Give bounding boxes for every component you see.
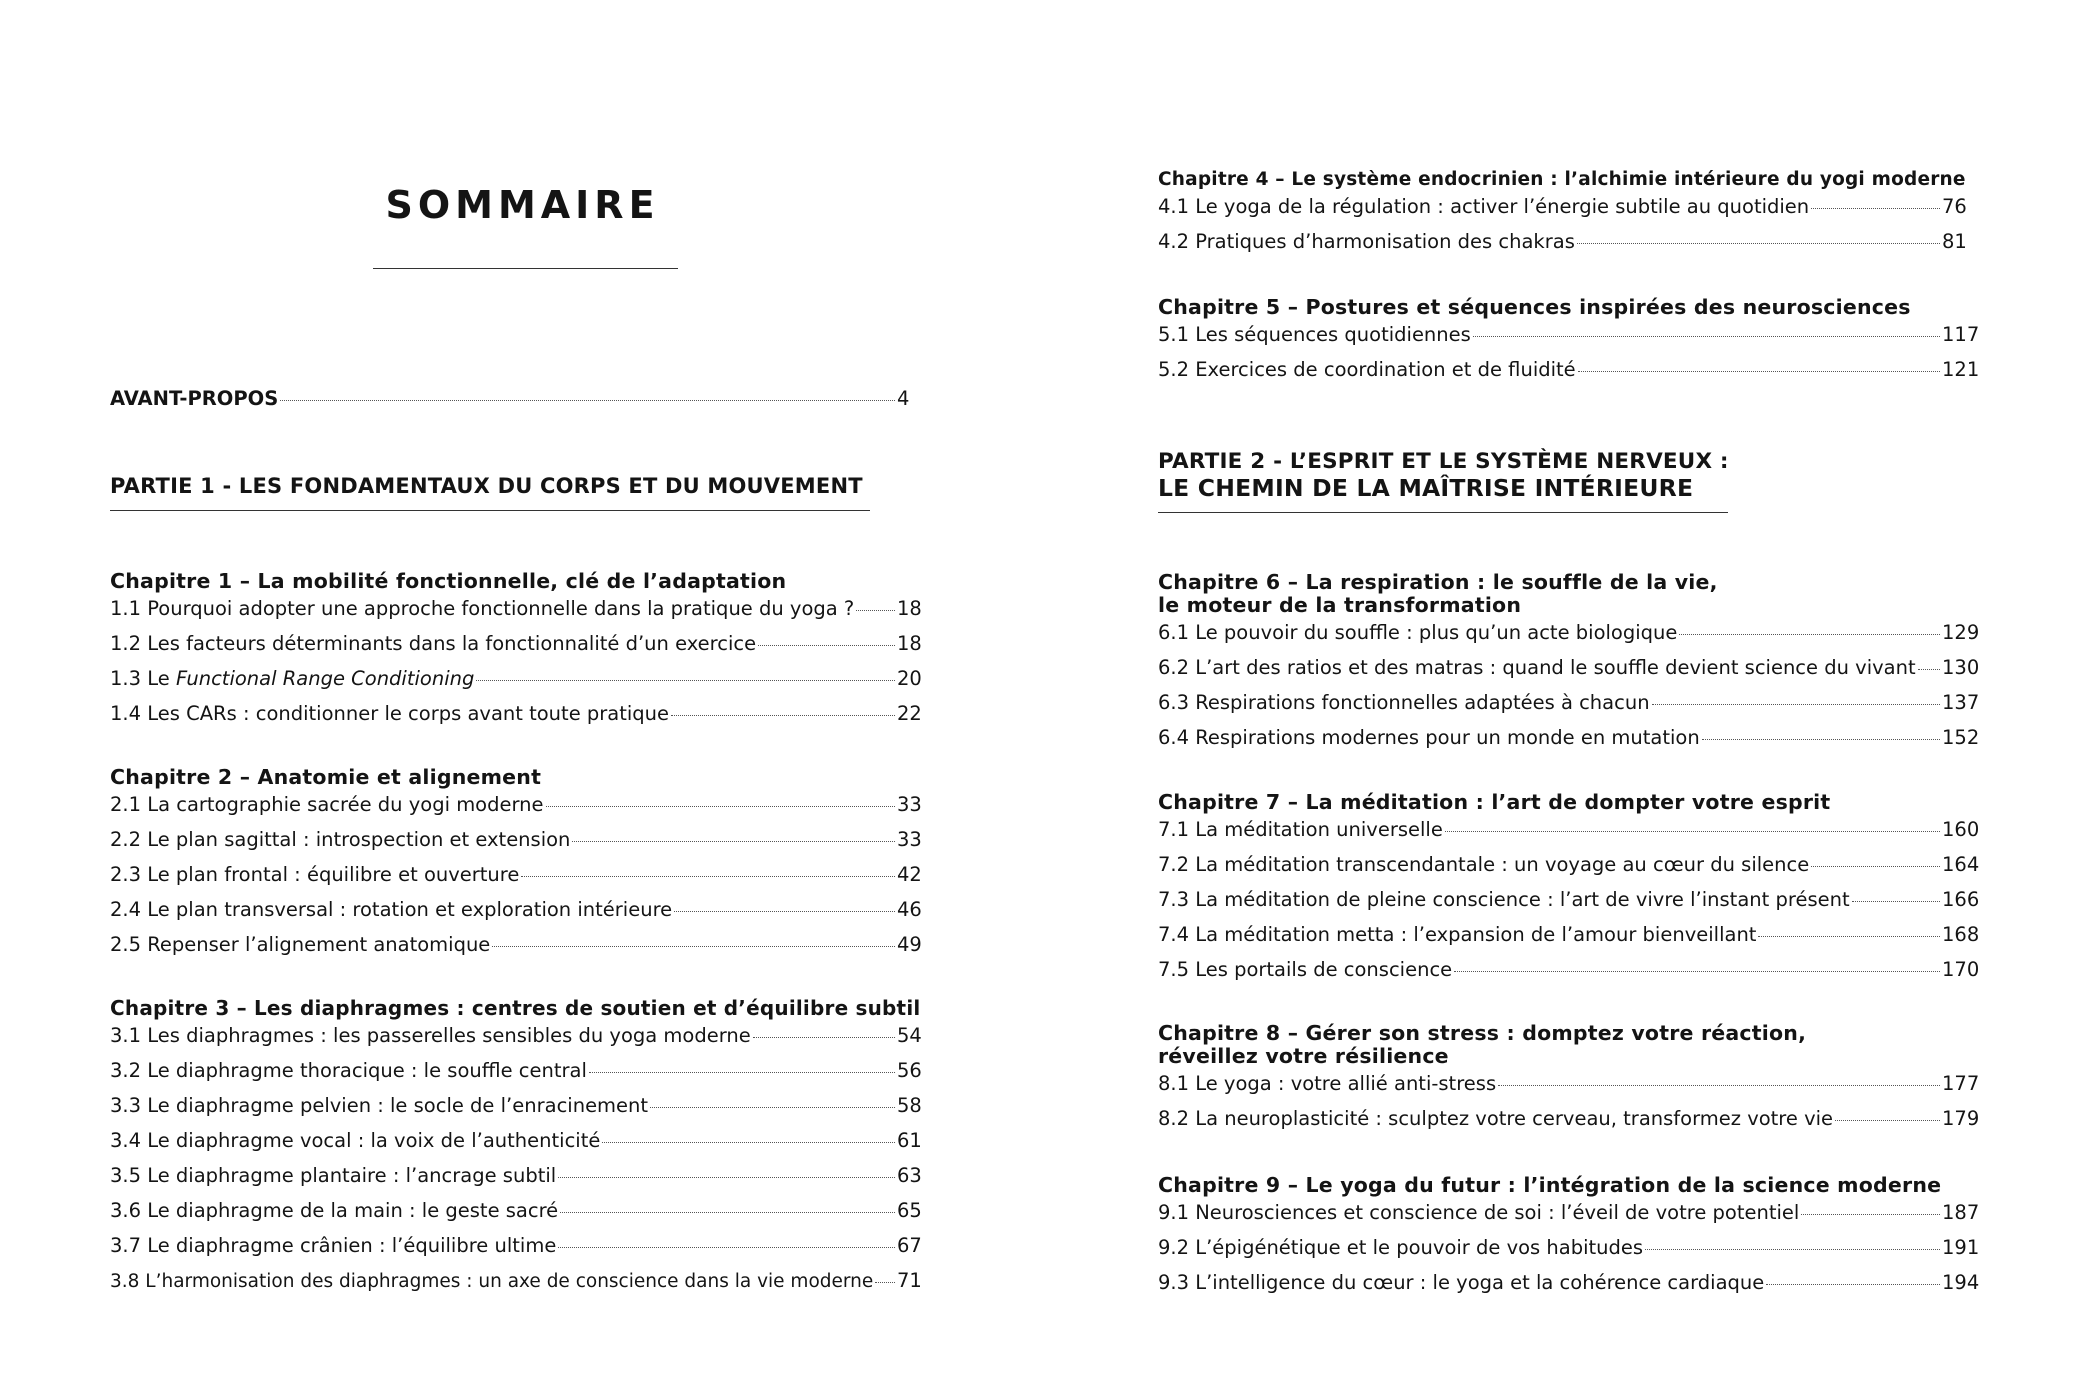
dot-leader <box>546 806 895 807</box>
entry-label: 7.2 La méditation transcendantale : un voyage au cœur du silence <box>1158 853 1810 876</box>
dot-leader <box>1918 669 1940 670</box>
chapter-title: Chapitre 7 – La méditation : l’art de dompter votre esprit <box>1158 790 1831 814</box>
chapter-title: Chapitre 5 – Postures et séquences inspirées des neurosciences <box>1158 295 1911 319</box>
dot-leader <box>1801 1214 1940 1215</box>
page-number: 4 <box>897 387 910 410</box>
page-number: 18 <box>897 632 922 655</box>
entry-label: 1.2 Les facteurs déterminants dans la fonctionnalité d’un exercice <box>110 632 757 655</box>
toc-entry[interactable] <box>1158 691 1978 726</box>
toc-entry[interactable] <box>110 1234 925 1269</box>
page-number: 194 <box>1942 1271 1980 1294</box>
toc-entry[interactable] <box>1158 818 1978 853</box>
toc-entry[interactable] <box>1158 195 1978 230</box>
toc-entry[interactable] <box>110 1094 925 1129</box>
entry-label: 2.3 Le plan frontal : équilibre et ouverture <box>110 863 520 886</box>
entry-label: 8.1 Le yoga : votre allié anti-stress <box>1158 1072 1497 1095</box>
chapter-8-section <box>1158 1022 1978 1142</box>
dot-leader <box>521 876 895 877</box>
part-title-line-2: LE CHEMIN DE LA MAÎTRISE INTÉRIEURE <box>1158 474 1694 502</box>
dot-leader <box>280 400 895 401</box>
dot-leader <box>1835 1120 1940 1121</box>
toc-entry[interactable] <box>110 933 925 968</box>
toc-entry[interactable] <box>110 863 925 898</box>
page-number: 130 <box>1942 656 1980 679</box>
entry-label: 7.4 La méditation metta : l’expansion de l’amour bienveillant <box>1158 923 1757 946</box>
toc-entry[interactable] <box>1158 853 1978 888</box>
chapter-title: Chapitre 9 – Le yoga du futur : l’intégration de la science moderne <box>1158 1173 1942 1197</box>
toc-entry[interactable] <box>1158 1107 1978 1142</box>
page-title: SOMMAIRE <box>385 183 660 227</box>
chapter-title-line-1: Chapitre 8 – Gérer son stress : domptez votre réaction, <box>1158 1021 1807 1045</box>
toc-entry[interactable] <box>1158 621 1978 656</box>
toc-entry[interactable] <box>110 898 925 933</box>
page-number: 46 <box>897 898 922 921</box>
dot-leader <box>1852 901 1940 902</box>
dot-leader <box>1811 866 1940 867</box>
part-divider <box>1158 512 1728 513</box>
page-number: 33 <box>897 793 922 816</box>
dot-leader <box>1645 1249 1940 1250</box>
page-number: 65 <box>897 1199 922 1222</box>
entry-label: 6.1 Le pouvoir du souffle : plus qu’un acte biologique <box>1158 621 1678 644</box>
entry-label: 6.4 Respirations modernes pour un monde en mutation <box>1158 726 1700 749</box>
toc-entry[interactable] <box>110 1199 925 1234</box>
chapter-title: Chapitre 3 – Les diaphragmes : centres de soutien et d’équilibre subtil <box>110 996 921 1020</box>
entry-label: 9.1 Neurosciences et conscience de soi : l’éveil de votre potentiel <box>1158 1201 1800 1224</box>
toc-entry[interactable] <box>1158 1201 1978 1236</box>
page-number: 56 <box>897 1059 922 1082</box>
page-number: 61 <box>897 1129 922 1152</box>
dot-leader <box>602 1142 895 1143</box>
part-title: PARTIE 1 - LES FONDAMENTAUX DU CORPS ET DU MOUVEMENT <box>110 474 863 498</box>
page-number: 166 <box>1942 888 1980 911</box>
entry-label: 4.1 Le yoga de la régulation : activer l’énergie subtile au quotidien <box>1158 195 1810 218</box>
toc-entry[interactable] <box>110 1164 925 1199</box>
entry-label: 3.4 Le diaphragme vocal : la voix de l’authenticité <box>110 1129 601 1152</box>
entry-label: 3.1 Les diaphragmes : les passerelles sensibles du yoga moderne <box>110 1024 751 1047</box>
page-number: 152 <box>1942 726 1980 749</box>
dot-leader <box>558 1177 895 1178</box>
entry-label: 8.2 La neuroplasticité : sculptez votre cerveau, transformez votre vie <box>1158 1107 1834 1130</box>
part-divider <box>110 510 870 511</box>
page-number: 177 <box>1942 1072 1980 1095</box>
dot-leader <box>753 1037 895 1038</box>
page-number: 187 <box>1942 1201 1980 1224</box>
page-number: 81 <box>1942 230 1967 253</box>
page-number: 42 <box>897 863 922 886</box>
entry-label: 2.1 La cartographie sacrée du yogi moderne <box>110 793 544 816</box>
chapter-title: Chapitre 1 – La mobilité fonctionnelle, clé de l’adaptation <box>110 569 787 593</box>
avant-propos-entry[interactable] <box>110 387 925 422</box>
entry-label-italic: Functional Range Conditioning <box>175 667 475 690</box>
entry-label: 3.7 Le diaphragme crânien : l’équilibre ultime <box>110 1234 557 1257</box>
chapter-4-section <box>1158 168 1978 265</box>
dot-leader <box>1473 336 1940 337</box>
entry-label: 2.4 Le plan transversal : rotation et exploration intérieure <box>110 898 673 921</box>
dot-leader <box>1652 704 1940 705</box>
chapter-7-section <box>1158 791 1978 993</box>
entry-label: 7.3 La méditation de pleine conscience : l’art de vivre l’instant présent <box>1158 888 1850 911</box>
avant-propos-label: AVANT-PROPOS <box>110 387 279 410</box>
toc-entry[interactable] <box>110 1024 925 1059</box>
dot-leader <box>1577 243 1940 244</box>
dot-leader <box>558 1247 895 1248</box>
dot-leader <box>856 610 895 611</box>
toc-entry[interactable] <box>110 597 925 632</box>
entry-label: 6.2 L’art des ratios et des matras : quand le souffle devient science du vivant <box>1158 656 1916 679</box>
dot-leader <box>1766 1284 1940 1285</box>
toc-entry[interactable] <box>1158 1072 1978 1107</box>
dot-leader <box>1811 208 1940 209</box>
toc-entry[interactable] <box>110 1269 925 1304</box>
toc-entry[interactable] <box>110 632 925 667</box>
dot-leader <box>650 1107 895 1108</box>
page-number: 179 <box>1942 1107 1980 1130</box>
entry-label: 9.3 L’intelligence du cœur : le yoga et la cohérence cardiaque <box>1158 1271 1765 1294</box>
page-number: 117 <box>1942 323 1980 346</box>
entry-label: 3.6 Le diaphragme de la main : le geste sacré <box>110 1199 559 1222</box>
page-number: 121 <box>1942 358 1980 381</box>
dot-leader <box>1702 739 1940 740</box>
chapter-title-line-1: Chapitre 6 – La respiration : le souffle de la vie, <box>1158 570 1718 594</box>
dot-leader <box>560 1212 895 1213</box>
entry-label: 3.8 L’harmonisation des diaphragmes : un axe de conscience dans la vie moderne <box>110 1271 874 1292</box>
toc-entry[interactable] <box>1158 358 1978 393</box>
page-number: 49 <box>897 933 922 956</box>
entry-label: 9.2 L’épigénétique et le pouvoir de vos habitudes <box>1158 1236 1644 1259</box>
chapter-6-section <box>1158 571 1978 761</box>
page-number: 63 <box>897 1164 922 1187</box>
page-number: 129 <box>1942 621 1980 644</box>
toc-entry[interactable] <box>110 793 925 828</box>
dot-leader <box>1445 831 1940 832</box>
entry-label: 7.5 Les portails de conscience <box>1158 958 1453 981</box>
chapter-2-section <box>110 766 925 968</box>
chapter-9-section <box>1158 1174 1978 1306</box>
part-1-heading <box>110 473 870 511</box>
page-number: 191 <box>1942 1236 1980 1259</box>
chapter-title: Chapitre 2 – Anatomie et alignement <box>110 765 542 789</box>
page-number: 76 <box>1942 195 1967 218</box>
page-number: 170 <box>1942 958 1980 981</box>
dot-leader <box>671 715 895 716</box>
page-number: 20 <box>897 667 922 690</box>
toc-entry[interactable] <box>110 702 925 737</box>
dot-leader <box>1679 634 1940 635</box>
dot-leader <box>758 645 895 646</box>
toc-entry[interactable] <box>1158 1271 1978 1306</box>
chapter-title-line-2: réveillez votre résilience <box>1158 1044 1449 1068</box>
toc-entry[interactable] <box>1158 1236 1978 1271</box>
chapter-3-section <box>110 997 925 1304</box>
chapter-5-section <box>1158 296 1978 393</box>
entry-label: 2.2 Le plan sagittal : introspection et extension <box>110 828 571 851</box>
chapter-title: Chapitre 4 – Le système endocrinien : l’alchimie intérieure du yogi moderne <box>1158 169 1966 190</box>
entry-label: 3.3 Le diaphragme pelvien : le socle de l’enracinement <box>110 1094 649 1117</box>
entry-label: 6.3 Respirations fonctionnelles adaptées à chacun <box>1158 691 1650 714</box>
left-page <box>110 0 925 1400</box>
dot-leader <box>1498 1085 1940 1086</box>
entry-label: 5.1 Les séquences quotidiennes <box>1158 323 1471 346</box>
toc-entry[interactable] <box>1158 323 1978 358</box>
entry-label: 7.1 La méditation universelle <box>1158 818 1443 841</box>
toc-entry[interactable] <box>110 667 925 702</box>
page-number: 58 <box>897 1094 922 1117</box>
page-number: 137 <box>1942 691 1980 714</box>
dot-leader <box>1454 971 1940 972</box>
part-2-heading <box>1158 448 1728 513</box>
toc-entry[interactable] <box>1158 923 1978 958</box>
toc-entry[interactable] <box>1158 230 1978 265</box>
entry-label: 5.2 Exercices de coordination et de fluidité <box>1158 358 1576 381</box>
entry-label <box>110 667 474 690</box>
page-number: 33 <box>897 828 922 851</box>
page-number: 160 <box>1942 818 1980 841</box>
entry-label: 1.1 Pourquoi adopter une approche fonctionnelle dans la pratique du yoga ? <box>110 597 855 620</box>
page-number: 22 <box>897 702 922 725</box>
page-number: 67 <box>897 1234 922 1257</box>
part-title-line-1: PARTIE 2 - L’ESPRIT ET LE SYSTÈME NERVEUX : <box>1158 449 1729 474</box>
chapter-1-section <box>110 570 925 737</box>
entry-label: 2.5 Repenser l’alignement anatomique <box>110 933 491 956</box>
toc-entry[interactable] <box>110 1059 925 1094</box>
entry-label-prefix: 1.3 Le <box>110 667 176 690</box>
entry-label: 3.2 Le diaphragme thoracique : le souffle central <box>110 1059 587 1082</box>
dot-leader <box>674 911 895 912</box>
page-number: 54 <box>897 1024 922 1047</box>
toc-entry[interactable] <box>1158 656 1978 691</box>
page-number: 18 <box>897 597 922 620</box>
dot-leader <box>572 841 895 842</box>
toc-entry[interactable] <box>1158 888 1978 923</box>
entry-label: 3.5 Le diaphragme plantaire : l’ancrage subtil <box>110 1164 557 1187</box>
dot-leader <box>476 680 895 681</box>
toc-entry[interactable] <box>1158 958 1978 993</box>
toc-entry[interactable] <box>110 828 925 863</box>
dot-leader <box>875 1282 895 1283</box>
dot-leader <box>1758 936 1940 937</box>
dot-leader <box>1578 371 1940 372</box>
page-number: 71 <box>897 1269 922 1292</box>
entry-label: 1.4 Les CARs : conditionner le corps avant toute pratique <box>110 702 670 725</box>
page-number: 164 <box>1942 853 1980 876</box>
toc-entry[interactable] <box>1158 726 1978 761</box>
dot-leader <box>492 946 895 947</box>
right-page <box>1158 0 1978 1400</box>
entry-label: 4.2 Pratiques d’harmonisation des chakras <box>1158 230 1575 253</box>
chapter-title-line-2: le moteur de la transformation <box>1158 593 1522 617</box>
toc-entry[interactable] <box>110 1129 925 1164</box>
title-divider <box>373 268 678 269</box>
page-number: 168 <box>1942 923 1980 946</box>
dot-leader <box>589 1072 895 1073</box>
